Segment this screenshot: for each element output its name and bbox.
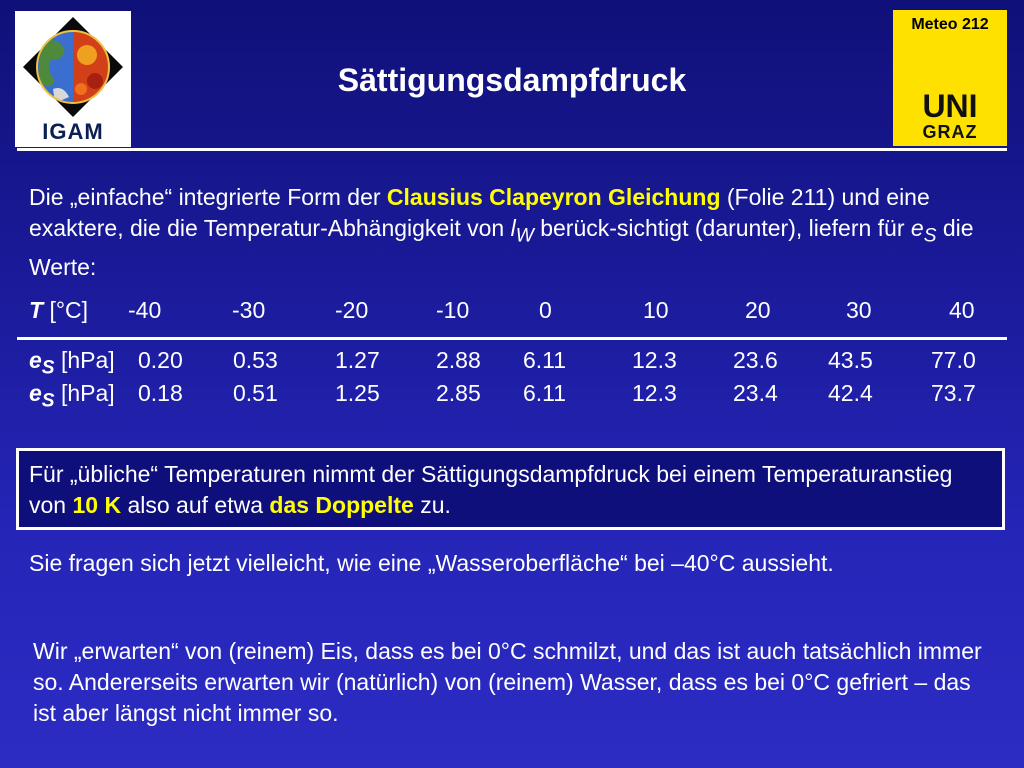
es-cell: 6.11 [523,347,567,373]
temp-cell: 0 [539,297,552,323]
es-cell: 23.4 [733,380,778,406]
box-highlight-double: das Doppelte [269,492,414,518]
es-header [29,347,115,380]
es-cell: 23.6 [733,347,778,373]
es-row-unit: [hPa] [54,380,115,406]
es-cell: 1.27 [335,347,380,373]
intro-text-3: berück-sichtigt (darunter), liefern für [533,215,911,241]
header-divider [17,148,1007,151]
es-row-subscript: S [41,357,55,379]
es-row-symbol: e [29,347,42,373]
temp-cell: -10 [436,297,470,323]
box-highlight-10k: 10 K [72,492,122,518]
es-cell: 0.20 [138,347,183,373]
temperature-row [29,297,1004,327]
temp-cell: 40 [949,297,975,323]
intro-paragraph [29,182,979,283]
temp-cell: 10 [643,297,669,323]
temp-cell: 30 [846,297,872,323]
es-row-exact [29,380,1004,410]
equation-name: Clausius Clapeyron Gleichung [386,184,721,210]
es-subscript: S [923,225,937,247]
t-unit: [°C] [43,297,89,323]
es-cell: 73.7 [931,380,976,406]
uni-graz-logo [893,10,1007,146]
box-text-2: also auf etwa [121,492,270,518]
t-symbol: T [29,297,44,323]
es-row-simple [29,347,1004,377]
es-cell: 0.18 [138,380,183,406]
es-row-unit: [hPa] [54,347,115,373]
es-cell: 0.51 [233,380,278,406]
course-label: Meteo 212 [911,16,989,33]
key-statement-box [16,448,1005,530]
lw-symbol: l [510,215,516,241]
uni-logo-text: UNI [922,88,978,124]
es-cell: 12.3 [632,380,677,406]
es-cell: 12.3 [632,347,677,373]
es-cell: 2.85 [436,380,481,406]
key-statement [29,459,989,521]
answer-paragraph: Wir „erwarten“ von (reinem) Eis, dass es bei 0°C schmilzt, und das ist auch tatsächlich immer so. Andererseits erwarten wir (natürlich) von (reinem) Wasser, dass es bei 0°C gefriert – das ist aber längst nicht immer so. [33,638,982,726]
intro-text-4: die Werte: [29,215,974,280]
es-cell: 43.5 [828,347,873,373]
es-row-symbol: e [29,380,42,406]
lw-subscript: W [515,225,534,247]
temp-cell: -40 [128,297,162,323]
es-cell: 77.0 [931,347,976,373]
es-cell: 2.88 [436,347,481,373]
temp-cell: 20 [745,297,771,323]
question-paragraph: Sie fragen sich jetzt vielleicht, wie eine „Wasseroberfläche“ bei –40°C aussieht. [29,550,834,576]
igam-logo-text: IGAM [42,119,104,144]
es-cell: 0.53 [233,347,278,373]
graz-logo-text: GRAZ [922,122,978,142]
table-divider [17,337,1007,340]
intro-text-2: (Folie 211) und eine exaktere, die die Temperatur-Abhängigkeit von [29,184,930,241]
box-text-1: Für „übliche“ Temperaturen nimmt der Sättigungsdampfdruck bei einem Temperaturanstieg von [29,461,953,518]
es-symbol: e [910,215,924,241]
temperature-header [29,297,88,324]
es-cell: 42.4 [828,380,873,406]
temp-cell: -30 [232,297,266,323]
page-title: Sättigungsdampfdruck [337,62,687,98]
es-cell: 1.25 [335,380,380,406]
box-text-3: zu. [413,492,451,518]
es-row-subscript: S [41,390,55,412]
es-cell: 6.11 [523,380,567,406]
es-header [29,380,115,413]
temp-cell: -20 [335,297,369,323]
intro-text-1: Die „einfache“ integrierte Form der [29,184,387,210]
